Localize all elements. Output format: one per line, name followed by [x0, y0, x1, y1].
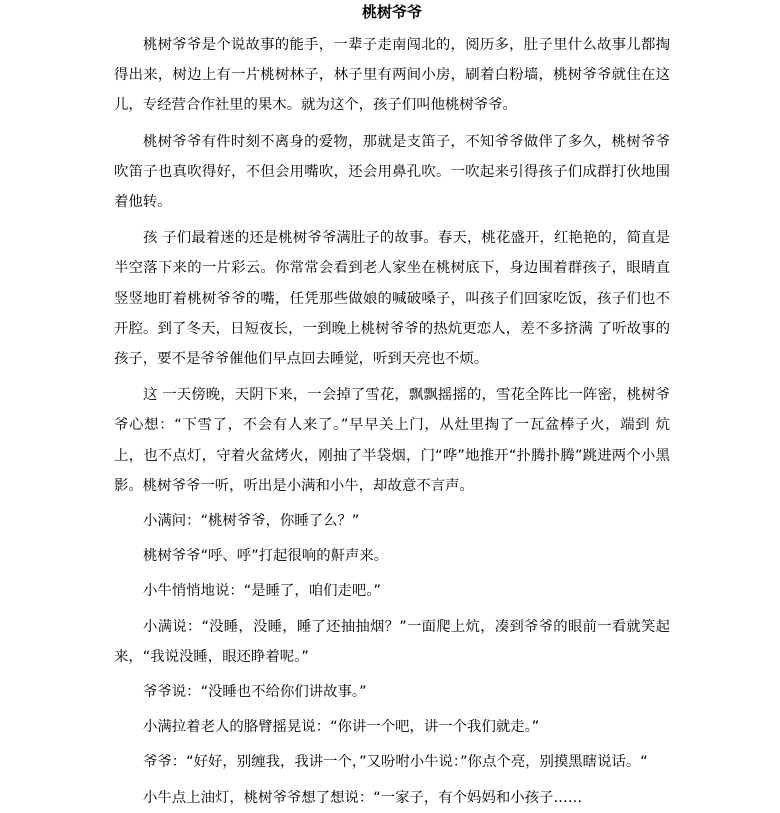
paragraph-dialogue-1: 小满问：“桃树爷爷，你睡了么？” — [143, 513, 360, 530]
paragraph-snowy-evening: 这 一天傍晚，天阴下来，一会掉了雪花，飘飘摇摇的，雪花全阵比一阵密，桃树爷爷心想：“下雪了，不会有人来了。”早早关上门，从灶里掏了一瓦盆棒子火，端到 炕上，也不点灯，守着火盆烤火，刚抽了半袋烟，门“哗”地推开“扑腾扑腾”跳进两个小黑影。桃树爷爷一听，听出是小满和小牛，却故意不言声。 — [114, 387, 670, 494]
paragraph-dialogue-3: 小牛悄悄地说：“是睡了，咱们走吧。” — [143, 583, 381, 600]
document-page — [114, 2, 670, 813]
document-title: 桃树爷爷 — [361, 3, 422, 21]
paragraph-flute: 桃树爷爷有件时刻不离身的爱物，那就是支笛子，不知爷爷做伴了多久，桃树爷爷吹笛子也真吹得好，不但会用嘴吹，还会用鼻孔吹。一吹起来引得孩子们成群打伙地围着他转。 — [114, 133, 670, 211]
paragraph-dialogue-2: 桃树爷爷“呼、呼”打起很响的鼾声来。 — [143, 548, 389, 565]
paragraph-dialogue-5: 爷爷说：“没睡也不给你们讲故事。” — [143, 684, 367, 701]
paragraph-stories: 孩 子们最着迷的还是桃树爷爷满肚子的故事。春天，桃花盛开，红艳艳的，简直是半空落下来的一片彩云。你常常会看到老人家坐在桃树底下，身边围着群孩子，眼睛直竖竖地盯着桃树爷爷的嘴，任凭那些做娘的喊破嗓子，叫孩子们回家吃饭，孩子们也不开腔。到了冬天，日短夜长，一到晚上桃树爷爷的热炕更恋人，差不多挤满 了听故事的孩子，要不是爷爷催他们早点回去睡觉，听到天亮也不烦。 — [114, 230, 670, 368]
paragraph-intro: 桃树爷爷是个说故事的能手，一辈子走南闯北的，阅历多，肚子里什么故事儿都掏得出来，树边上有一片桃树林子，林子里有两间小房，刷着白粉墙，桃树爷爷就住在这儿，专经营合作社里的果木。就为这个，孩子们叫他桃树爷爷。 — [114, 37, 670, 114]
paragraph-dialogue-4: 小满说：“没睡，没睡，睡了还抽抽烟？”一面爬上炕，凑到爷爷的眼前一看就笑起来，“我说没睡，眼还睁着呢。” — [114, 618, 670, 665]
paragraph-dialogue-6: 小满拉着老人的胳臂摇晃说：“你讲一个吧，讲一个我们就走。” — [143, 719, 540, 736]
paragraph-dialogue-8: 小牛点上油灯，桃树爷爷想了想说：“一家子，有个妈妈和小孩子…… — [143, 789, 583, 806]
paragraph-dialogue-7: 爷爷：“好好，别缠我，我讲一个，”又吩咐小牛说：”你点个亮，别摸黑瞎说话。“ — [143, 754, 648, 771]
